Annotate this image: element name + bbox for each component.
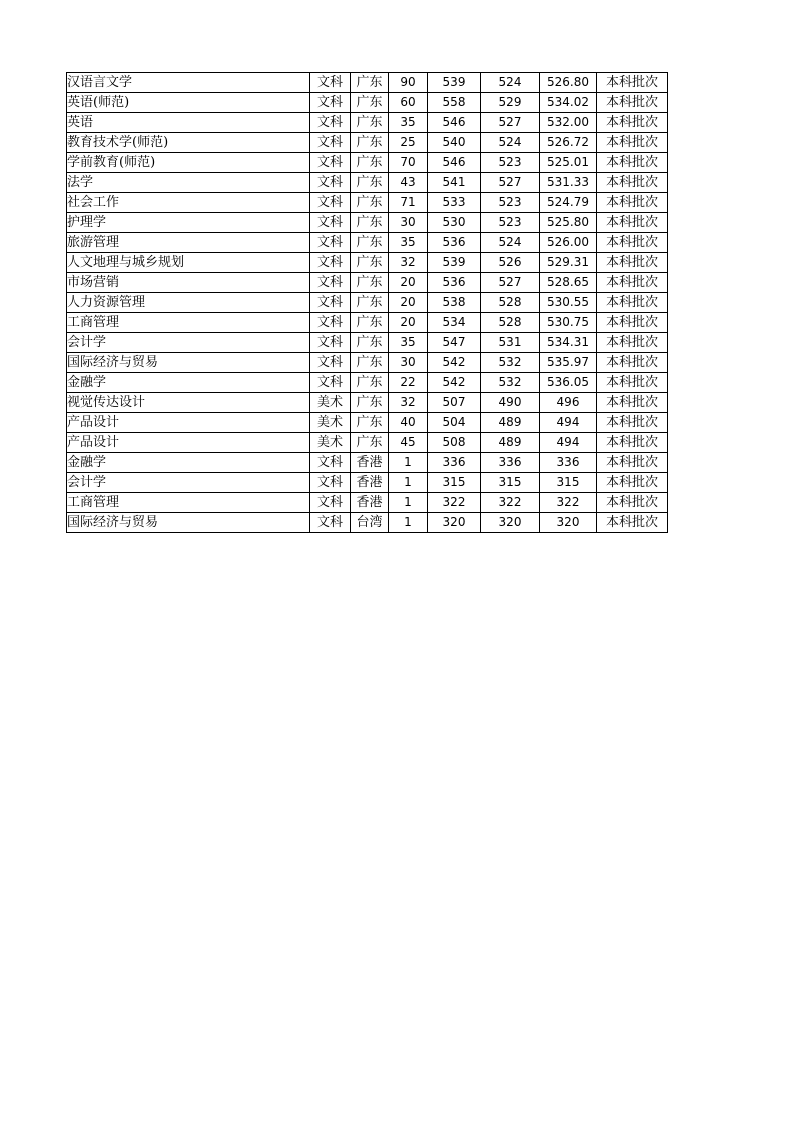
- table-row: [67, 113, 668, 133]
- major-cell: 旅游管理: [67, 233, 310, 253]
- subject-type-cell: 文科: [310, 193, 351, 213]
- batch-cell: 本科批次: [597, 393, 668, 413]
- batch-cell: 本科批次: [597, 333, 668, 353]
- province-cell: 广东: [351, 253, 389, 273]
- max-score-cell: 536: [428, 233, 481, 253]
- enrollment-count-cell: 20: [389, 293, 428, 313]
- subject-type-cell: 文科: [310, 333, 351, 353]
- major-cell: 国际经济与贸易: [67, 513, 310, 533]
- batch-cell: 本科批次: [597, 453, 668, 473]
- subject-type-cell: 文科: [310, 453, 351, 473]
- batch-cell: 本科批次: [597, 113, 668, 133]
- max-score-cell: 542: [428, 353, 481, 373]
- avg-score-cell: 336: [540, 453, 597, 473]
- table-row: [67, 273, 668, 293]
- avg-score-cell: 529.31: [540, 253, 597, 273]
- enrollment-count-cell: 35: [389, 113, 428, 133]
- batch-cell: 本科批次: [597, 133, 668, 153]
- min-score-cell: 526: [481, 253, 540, 273]
- min-score-cell: 315: [481, 473, 540, 493]
- major-cell: 金融学: [67, 453, 310, 473]
- table-row: [67, 73, 668, 93]
- table-row: [67, 313, 668, 333]
- max-score-cell: 538: [428, 293, 481, 313]
- batch-cell: 本科批次: [597, 313, 668, 333]
- max-score-cell: 508: [428, 433, 481, 453]
- major-cell: 汉语言文学: [67, 73, 310, 93]
- enrollment-count-cell: 22: [389, 373, 428, 393]
- subject-type-cell: 文科: [310, 313, 351, 333]
- min-score-cell: 523: [481, 213, 540, 233]
- province-cell: 广东: [351, 293, 389, 313]
- subject-type-cell: 文科: [310, 353, 351, 373]
- province-cell: 香港: [351, 453, 389, 473]
- enrollment-count-cell: 1: [389, 513, 428, 533]
- major-cell: 国际经济与贸易: [67, 353, 310, 373]
- subject-type-cell: 文科: [310, 133, 351, 153]
- avg-score-cell: 322: [540, 493, 597, 513]
- avg-score-cell: 315: [540, 473, 597, 493]
- table-row: [67, 513, 668, 533]
- batch-cell: 本科批次: [597, 293, 668, 313]
- min-score-cell: 527: [481, 273, 540, 293]
- avg-score-cell: 525.80: [540, 213, 597, 233]
- enrollment-count-cell: 60: [389, 93, 428, 113]
- enrollment-count-cell: 45: [389, 433, 428, 453]
- avg-score-cell: 496: [540, 393, 597, 413]
- table-row: [67, 173, 668, 193]
- province-cell: 广东: [351, 173, 389, 193]
- avg-score-cell: 525.01: [540, 153, 597, 173]
- province-cell: 香港: [351, 473, 389, 493]
- admission-score-table: [66, 72, 668, 533]
- avg-score-cell: 534.02: [540, 93, 597, 113]
- major-cell: 金融学: [67, 373, 310, 393]
- subject-type-cell: 文科: [310, 93, 351, 113]
- subject-type-cell: 美术: [310, 413, 351, 433]
- enrollment-count-cell: 1: [389, 453, 428, 473]
- major-cell: 会计学: [67, 333, 310, 353]
- max-score-cell: 315: [428, 473, 481, 493]
- enrollment-count-cell: 40: [389, 413, 428, 433]
- min-score-cell: 532: [481, 353, 540, 373]
- min-score-cell: 529: [481, 93, 540, 113]
- avg-score-cell: 531.33: [540, 173, 597, 193]
- batch-cell: 本科批次: [597, 213, 668, 233]
- table-row: [67, 473, 668, 493]
- batch-cell: 本科批次: [597, 193, 668, 213]
- max-score-cell: 547: [428, 333, 481, 353]
- min-score-cell: 490: [481, 393, 540, 413]
- major-cell: 社会工作: [67, 193, 310, 213]
- batch-cell: 本科批次: [597, 473, 668, 493]
- min-score-cell: 489: [481, 413, 540, 433]
- avg-score-cell: 524.79: [540, 193, 597, 213]
- enrollment-count-cell: 30: [389, 213, 428, 233]
- avg-score-cell: 526.00: [540, 233, 597, 253]
- major-cell: 英语: [67, 113, 310, 133]
- table-row: [67, 213, 668, 233]
- major-cell: 学前教育(师范): [67, 153, 310, 173]
- table-row: [67, 233, 668, 253]
- min-score-cell: 523: [481, 153, 540, 173]
- province-cell: 广东: [351, 353, 389, 373]
- avg-score-cell: 534.31: [540, 333, 597, 353]
- batch-cell: 本科批次: [597, 233, 668, 253]
- province-cell: 广东: [351, 393, 389, 413]
- avg-score-cell: 494: [540, 413, 597, 433]
- table-row: [67, 333, 668, 353]
- max-score-cell: 558: [428, 93, 481, 113]
- avg-score-cell: 528.65: [540, 273, 597, 293]
- max-score-cell: 322: [428, 493, 481, 513]
- table-row: [67, 433, 668, 453]
- enrollment-count-cell: 90: [389, 73, 428, 93]
- min-score-cell: 524: [481, 133, 540, 153]
- province-cell: 广东: [351, 73, 389, 93]
- major-cell: 视觉传达设计: [67, 393, 310, 413]
- max-score-cell: 534: [428, 313, 481, 333]
- max-score-cell: 320: [428, 513, 481, 533]
- major-cell: 护理学: [67, 213, 310, 233]
- avg-score-cell: 494: [540, 433, 597, 453]
- subject-type-cell: 文科: [310, 493, 351, 513]
- major-cell: 法学: [67, 173, 310, 193]
- province-cell: 台湾: [351, 513, 389, 533]
- min-score-cell: 531: [481, 333, 540, 353]
- avg-score-cell: 530.55: [540, 293, 597, 313]
- province-cell: 广东: [351, 373, 389, 393]
- subject-type-cell: 文科: [310, 153, 351, 173]
- avg-score-cell: 535.97: [540, 353, 597, 373]
- enrollment-count-cell: 32: [389, 253, 428, 273]
- avg-score-cell: 536.05: [540, 373, 597, 393]
- max-score-cell: 541: [428, 173, 481, 193]
- major-cell: 教育技术学(师范): [67, 133, 310, 153]
- province-cell: 广东: [351, 233, 389, 253]
- subject-type-cell: 文科: [310, 273, 351, 293]
- batch-cell: 本科批次: [597, 373, 668, 393]
- province-cell: 广东: [351, 93, 389, 113]
- batch-cell: 本科批次: [597, 73, 668, 93]
- batch-cell: 本科批次: [597, 413, 668, 433]
- major-cell: 工商管理: [67, 493, 310, 513]
- max-score-cell: 542: [428, 373, 481, 393]
- major-cell: 会计学: [67, 473, 310, 493]
- province-cell: 广东: [351, 333, 389, 353]
- province-cell: 广东: [351, 433, 389, 453]
- table-row: [67, 453, 668, 473]
- avg-score-cell: 526.72: [540, 133, 597, 153]
- table-row: [67, 493, 668, 513]
- table-row: [67, 93, 668, 113]
- major-cell: 工商管理: [67, 313, 310, 333]
- table-row: [67, 393, 668, 413]
- max-score-cell: 530: [428, 213, 481, 233]
- major-cell: 人文地理与城乡规划: [67, 253, 310, 273]
- enrollment-count-cell: 35: [389, 233, 428, 253]
- min-score-cell: 524: [481, 233, 540, 253]
- table-row: [67, 353, 668, 373]
- province-cell: 广东: [351, 213, 389, 233]
- enrollment-count-cell: 43: [389, 173, 428, 193]
- province-cell: 广东: [351, 273, 389, 293]
- subject-type-cell: 文科: [310, 73, 351, 93]
- min-score-cell: 489: [481, 433, 540, 453]
- table-row: [67, 373, 668, 393]
- max-score-cell: 539: [428, 253, 481, 273]
- max-score-cell: 336: [428, 453, 481, 473]
- subject-type-cell: 文科: [310, 293, 351, 313]
- subject-type-cell: 美术: [310, 433, 351, 453]
- min-score-cell: 524: [481, 73, 540, 93]
- enrollment-count-cell: 35: [389, 333, 428, 353]
- enrollment-count-cell: 32: [389, 393, 428, 413]
- province-cell: 广东: [351, 133, 389, 153]
- max-score-cell: 504: [428, 413, 481, 433]
- batch-cell: 本科批次: [597, 273, 668, 293]
- subject-type-cell: 文科: [310, 173, 351, 193]
- subject-type-cell: 文科: [310, 253, 351, 273]
- max-score-cell: 539: [428, 73, 481, 93]
- subject-type-cell: 文科: [310, 213, 351, 233]
- table-row: [67, 133, 668, 153]
- max-score-cell: 546: [428, 153, 481, 173]
- major-cell: 产品设计: [67, 413, 310, 433]
- province-cell: 广东: [351, 413, 389, 433]
- max-score-cell: 536: [428, 273, 481, 293]
- enrollment-count-cell: 1: [389, 493, 428, 513]
- min-score-cell: 532: [481, 373, 540, 393]
- min-score-cell: 528: [481, 313, 540, 333]
- table-row: [67, 293, 668, 313]
- batch-cell: 本科批次: [597, 493, 668, 513]
- subject-type-cell: 文科: [310, 233, 351, 253]
- batch-cell: 本科批次: [597, 433, 668, 453]
- table-row: [67, 413, 668, 433]
- major-cell: 人力资源管理: [67, 293, 310, 313]
- batch-cell: 本科批次: [597, 253, 668, 273]
- major-cell: 英语(师范): [67, 93, 310, 113]
- enrollment-count-cell: 20: [389, 273, 428, 293]
- max-score-cell: 540: [428, 133, 481, 153]
- avg-score-cell: 530.75: [540, 313, 597, 333]
- province-cell: 广东: [351, 153, 389, 173]
- table-row: [67, 253, 668, 273]
- max-score-cell: 546: [428, 113, 481, 133]
- min-score-cell: 322: [481, 493, 540, 513]
- batch-cell: 本科批次: [597, 153, 668, 173]
- enrollment-count-cell: 71: [389, 193, 428, 213]
- min-score-cell: 336: [481, 453, 540, 473]
- enrollment-count-cell: 70: [389, 153, 428, 173]
- min-score-cell: 528: [481, 293, 540, 313]
- min-score-cell: 527: [481, 113, 540, 133]
- table-row: [67, 193, 668, 213]
- province-cell: 香港: [351, 493, 389, 513]
- avg-score-cell: 532.00: [540, 113, 597, 133]
- subject-type-cell: 美术: [310, 393, 351, 413]
- batch-cell: 本科批次: [597, 513, 668, 533]
- batch-cell: 本科批次: [597, 353, 668, 373]
- province-cell: 广东: [351, 313, 389, 333]
- enrollment-count-cell: 25: [389, 133, 428, 153]
- major-cell: 产品设计: [67, 433, 310, 453]
- enrollment-count-cell: 1: [389, 473, 428, 493]
- avg-score-cell: 526.80: [540, 73, 597, 93]
- max-score-cell: 507: [428, 393, 481, 413]
- province-cell: 广东: [351, 193, 389, 213]
- subject-type-cell: 文科: [310, 513, 351, 533]
- min-score-cell: 527: [481, 173, 540, 193]
- min-score-cell: 320: [481, 513, 540, 533]
- province-cell: 广东: [351, 113, 389, 133]
- min-score-cell: 523: [481, 193, 540, 213]
- batch-cell: 本科批次: [597, 173, 668, 193]
- avg-score-cell: 320: [540, 513, 597, 533]
- max-score-cell: 533: [428, 193, 481, 213]
- subject-type-cell: 文科: [310, 373, 351, 393]
- major-cell: 市场营销: [67, 273, 310, 293]
- subject-type-cell: 文科: [310, 113, 351, 133]
- batch-cell: 本科批次: [597, 93, 668, 113]
- admission-score-table-body: [67, 73, 668, 533]
- enrollment-count-cell: 30: [389, 353, 428, 373]
- table-row: [67, 153, 668, 173]
- subject-type-cell: 文科: [310, 473, 351, 493]
- enrollment-count-cell: 20: [389, 313, 428, 333]
